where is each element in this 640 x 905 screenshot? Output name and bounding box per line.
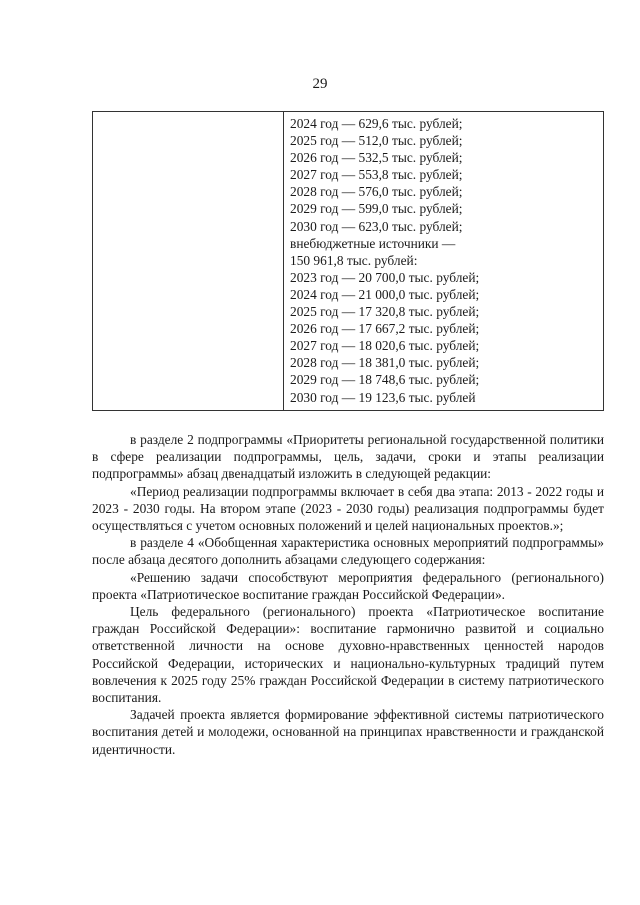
paragraph: «Решению задачи способствуют мероприятия федерального (регионального) проекта «Патриотическое воспитание граждан Российской Федерации».	[92, 569, 604, 602]
page-number: 29	[312, 76, 328, 92]
funding-line: 150 961,8 тыс. рублей:	[290, 252, 418, 268]
document-body	[92, 431, 604, 758]
funding-line: 2023 год — 20 700,0 тыс. рублей;	[290, 269, 480, 285]
funding-line: внебюджетные источники —	[290, 235, 456, 251]
funding-line: 2024 год — 21 000,0 тыс. рублей;	[290, 286, 480, 302]
funding-line: 2024 год — 629,6 тыс. рублей;	[290, 116, 463, 131]
table-column-divider	[283, 112, 284, 410]
paragraph: Цель федерального (регионального) проекта «Патриотическое воспитание граждан Российской Федерации»: воспитание гармонично развитой и социально ответственной личности на основе духовно-нравственных ценностей народов Российской Федерации, исторических и национально-культурных традиций путем вовлечения к 2025 году 25% граждан Российской Федерации в систему патриотического воспитания.	[92, 604, 604, 706]
funding-table	[92, 111, 604, 411]
funding-line: 2028 год — 576,0 тыс. рублей;	[290, 184, 463, 200]
funding-line: 2025 год — 512,0 тыс. рублей;	[290, 133, 463, 149]
funding-line: 2029 год — 599,0 тыс. рублей;	[290, 201, 463, 217]
funding-line: 2030 год — 623,0 тыс. рублей;	[290, 218, 463, 234]
funding-line: 2027 год — 553,8 тыс. рублей;	[290, 167, 463, 183]
paragraph: «Период реализации подпрограммы включает в себя два этапа: 2013 - 2022 годы и 2023 - 2030 годы. На втором этапе (2023 - 2030 годы) реализация подпрограммы будет осуществляться с учетом основных положений и целей национальных проектов.»;	[92, 483, 604, 534]
funding-column	[290, 115, 479, 406]
funding-line: 2029 год — 18 748,6 тыс. рублей;	[290, 372, 480, 388]
funding-line: 2028 год — 18 381,0 тыс. рублей;	[290, 355, 480, 371]
paragraph: в разделе 4 «Обобщенная характеристика основных мероприятий подпрограммы» после абзаца десятого дополнить абзацами следующего содержания:	[92, 535, 604, 568]
funding-line: 2026 год — 532,5 тыс. рублей;	[290, 150, 463, 166]
paragraph: в разделе 2 подпрограммы «Приоритеты региональной государственной политики в сфере реализации подпрограммы, цель, задачи, сроки и этапы реализации подпрограммы» абзац двенадцатый изложить в следующей редакции:	[92, 432, 604, 482]
paragraph: Задачей проекта является формирование эффективной системы патриотического воспитания детей и молодежи, основанной на принципах нравственности и гражданской идентичности.	[92, 707, 604, 757]
funding-line: 2026 год — 17 667,2 тыс. рублей;	[290, 321, 480, 337]
funding-line: 2025 год — 17 320,8 тыс. рублей;	[290, 304, 480, 320]
funding-line: 2030 год — 19 123,6 тыс. рублей	[290, 389, 476, 405]
funding-line: 2027 год — 18 020,6 тыс. рублей;	[290, 338, 480, 354]
